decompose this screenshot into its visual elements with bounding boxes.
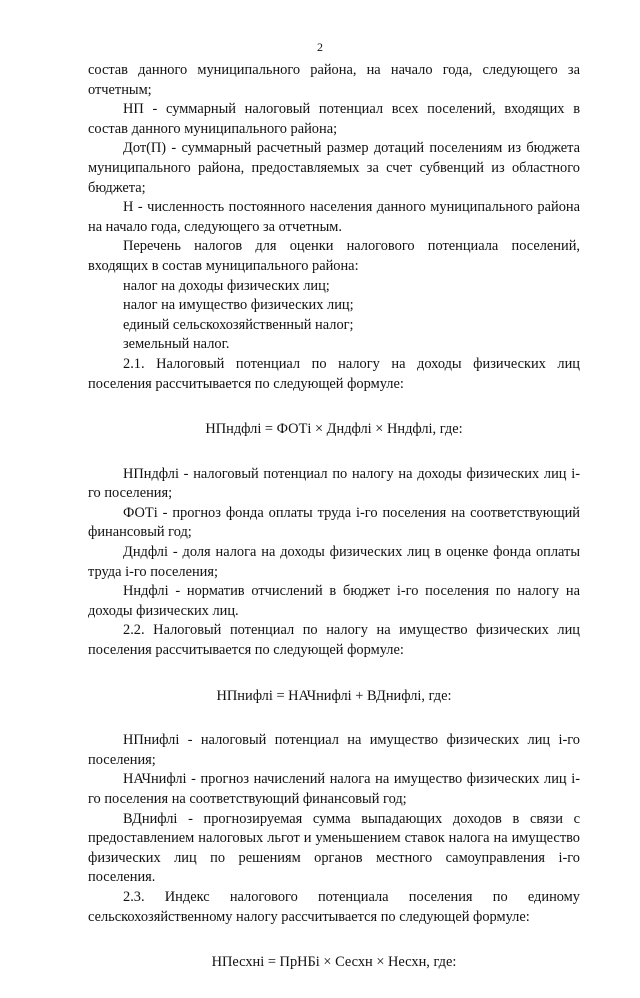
list-item: земельный налог. <box>123 336 230 353</box>
paragraph: Н - численность постоянного населения данного муниципального района на начало года, следующего за отчетным. <box>88 199 580 235</box>
paragraph: НПнифлі - налоговый потенциал на имущество физических лиц і-го поселения; <box>88 732 580 768</box>
formula: НПнифлі = НАЧнифлі + ВДнифлі, где: <box>216 687 452 704</box>
paragraph: НПндфлі - налоговый потенциал по налогу на доходы физических лиц і-го поселения; <box>88 465 580 502</box>
paragraph: НАЧнифлі - прогноз начислений налога на имущество физических лиц і-го поселения на соответствующий финансовый год; <box>88 771 580 807</box>
paragraph: состав данного муниципального района, на начало года, следующего за отчетным; <box>88 62 580 98</box>
page-number: 2 <box>317 40 323 54</box>
list-item: налог на имущество физических лиц; <box>123 297 354 314</box>
paragraph: Дндфлі - доля налога на доходы физических лиц в оценке фонда оплаты труда і-го поселения; <box>88 544 580 580</box>
paragraph: Нндфлі - норматив отчислений в бюджет і-го поселения по налогу на доходы физических лиц. <box>88 583 580 619</box>
paragraph: 2.3. Индекс налогового потенциала поселения по единому сельскохозяйственному налогу рассчитывается по следующей формуле: <box>88 888 580 925</box>
formula: НПесхні = ПрНБі × Сесхн × Несхн, где: <box>211 954 457 971</box>
paragraph: Перечень налогов для оценки налогового потенциала поселений, входящих в состав муниципального района: <box>88 238 580 274</box>
paragraph: Дот(П) - суммарный расчетный размер дотаций поселениям из бюджета муниципального района, предоставляемых за счет субвенций из областного бюджета; <box>88 140 580 196</box>
formula: НПндфлі = ФОТі × Дндфлі × Нндфлі, где: <box>205 421 463 438</box>
paragraph: ФОТі - прогноз фонда оплаты труда і-го поселения на соответствующий финансовый год; <box>88 504 580 541</box>
paragraph: 2.1. Налоговый потенциал по налогу на доходы физических лиц поселения рассчитывается по следующей формуле: <box>88 355 580 392</box>
paragraph: 2.2. Налоговый потенциал по налогу на имущество физических лиц поселения рассчитывается по следующей формуле: <box>88 622 580 659</box>
paragraph: ВДнифлі - прогнозируемая сумма выпадающих доходов в связи с предоставлением налоговых льгот и уменьшением ставок налога на имущество физических лиц по решениям органов местного самоуправления і-го поселения. <box>88 810 580 886</box>
paragraph: НП - суммарный налоговый потенциал всех поселений, входящих в состав данного муниципального района; <box>88 101 580 137</box>
list-item: налог на доходы физических лиц; <box>123 277 330 294</box>
list-item: единый сельскохозяйственный налог; <box>123 316 354 333</box>
document-body <box>88 61 580 998</box>
